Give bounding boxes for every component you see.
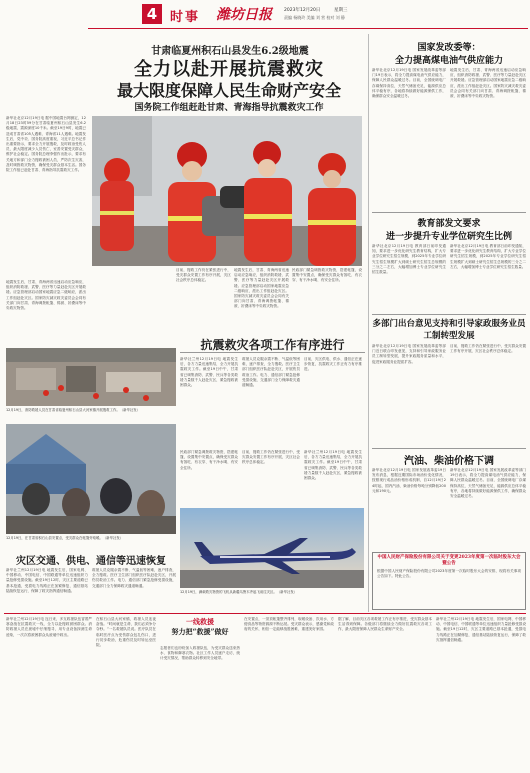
editors-line: 责编 杨晓玲 美编 刘 营 校对 刘 静 [284,15,345,20]
rescuers-illustration [92,116,362,266]
lead-body-column-1b: 地震发生后，甘肃、青海两省迅速启动应急响应，组织消防救援、武警、医疗等力量赶赴灾区开展救援。应急管理部启动国家地震应急二级响应，派出工作组赶赴灾区。国家防灾减灾救灾委员会会同有关部门向甘肃、青海调拨帐篷、棉被、折叠床等中央救灾物资。 [6,280,86,311]
relief-body-col-2b: 目前，搜救工作仍在紧张进行中，受灾群众安置工作有序开展，灾区社会秩序总体稳定。 [242,450,300,465]
sidebar-item3-body-col-1: 新华社北京12月19日电 国家发展改革委等部门近日联合印发意见，支持和引导家政服务业员工制转型发展，提升家政服务质量和水平，促进家政服务业提质扩容。 [372,344,446,364]
masthead [0,0,530,32]
bottom-col-4: 在安置点，一顶顶帐篷整齐排列，取暖设备、饮用水、方便食品等物资源源不断运抵。受灾群众表示，感谢党和政府的关怀，相信一定能够战胜困难，重建美好家园。 [244,617,334,632]
lead-kicker: 甘肃临夏州积石山县发生6.2级地震 [151,46,309,57]
aircraft-photo [180,508,364,588]
lead-title-line2: 最大限度保障人民生命财产安全 [116,81,341,100]
sidebar-item1-title: 全力提高煤电油气供应能力 [394,56,503,66]
bottom-title-line2: 努力把“救援”做好 [171,627,229,636]
shelter-illustration [6,424,176,534]
column-divider-right [368,34,369,612]
sidebar-rule-1 [372,212,526,213]
sidebar-item1-body-col-1: 新华社北京12月19日电 国家发展改革委等部门19日表示，将全力提高煤电油气供应能力，保障人民群众温暖过冬。目前，全国统调电厂存煤保持高位，天然气储备充足，能源供应总体平稳有序，各地将持续做好能源保供工作，确保群众安全温暖过冬。 [372,68,446,99]
section-name: 时事 [170,10,201,25]
sidebar-item4-body-col-2: 新华社北京12月19日电 国家发展改革委等部门19日表示，将全力提高煤电油气供应能力，保障人民群众温暖过冬。目前，全国统调电厂存煤保持高位，天然气储备充足，能源供应总体平稳有序，各地将持续做好能源保供工作，确保群众安全温暖过冬。 [450,468,526,499]
sidebar-item2-body-col-2: 新华社北京12月19日电 教育部日前印发通知，要求进一步优化研究生教育结构，扩大专业学位研究生招生规模，到2025年专业学位研究生招生规模扩大到硕士研究生招生总规模的三分之二左右，大幅增加博士专业学位研究生招生数量。 [450,244,526,269]
bottom-col-6: 新华社兰州12月19日电 地震发生后，国家电网、中国移动、中国电信、中国联通等单位迅速组织力量抢修受损设施。截至19日12时，灾区主要道路已基本抢通，受损电力线路正在加紧修复，通信基站陆续恢复运行，保障了救灾指挥通信畅通。 [436,617,526,642]
relief-title: 抗震救灾各项工作有序进行 [200,338,345,352]
issue-weekday: 星期三 [334,8,348,13]
sidebar-item1-body-col-2: 地震发生后，甘肃、青海两省迅速启动应急响应，组织消防救援、武警、医疗等力量赶赴灾区开展救援。应急管理部启动国家地震应急二级响应，派出工作组赶赴灾区。国家防灾减灾救灾委员会会同有关部门向甘肃、青海调拨帐篷、棉被、折叠床等中央救灾物资。 [450,68,526,99]
sidebar-item3-body-col-2: 目前，搜救工作仍在紧张进行中，受灾群众安置工作有序开展，灾区社会秩序总体稳定。 [450,344,526,354]
relief-body-col-1b: 民政部门紧急调拨救灾物资，搭建帐篷，设置集中安置点，确保受灾群众有饭吃、有衣穿、有干净水喝、有安全住所。 [180,450,238,470]
sidebar-item2-kicker: 教育部发文要求 [417,219,481,229]
issue-date: 2023年12月20日 [284,8,321,13]
bottom-title-line1: 一线救援 [186,617,214,626]
relief-body-col-3: 目前，灾区供电、供水、通信正在逐步恢复，抗震救灾工作正有力有序推进。 [304,357,362,372]
shelter-caption: 12月19日，在甘肃省积石山县安置点，受灾群众在帐篷旁取暖。（新华社发） [6,536,124,540]
masthead-rule [88,28,528,29]
restore-body-col-2: 救援人员克服余震不断、气温低等困难，逐户排查，全力搜救。医疗卫生部门组织医疗队赶赴灾区，开展伤员救治工作。电力、通信部门紧急抢修受损设施，交通部门全力保障救灾通道畅通。 [92,568,176,588]
rescue-site-caption: 12月19日，消防救援人员在甘肃省临夏州积石山县大河家镇开展搜救工作。（新华社发） [6,408,141,412]
bottom-headline-box [160,617,240,643]
restore-title: 灾区交通、供电、通信等迅速恢复 [16,556,166,567]
aircraft-illustration [180,508,364,588]
bottom-band-rule [4,613,526,614]
lead-body-column-bottom-1: 目前，搜救工作仍在紧张进行中，受灾群众安置工作有序开展，灾区社会秩序总体稳定。 [176,268,231,283]
rescuers-photo [92,116,362,266]
rescue-site-photo [6,348,176,406]
aircraft-caption: 12月19日，满载救灾物资的飞机从新疆乌鲁木齐起飞前往灾区。（新华社发） [180,590,298,594]
lead-title-line1: 全力以赴开展抗震救灾 [134,59,324,80]
shelter-photo [6,424,176,534]
sidebar-item2-body-col-1: 新华社北京12月19日电 教育部日前印发通知，要求进一步优化研究生教育结构，扩大专业学位研究生招生规模，到2025年专业学位研究生招生规模扩大到硕士研究生招生总规模的三分之二左右，大幅增加博士专业学位研究生招生数量。 [372,244,446,275]
sidebar-rule-2 [372,314,526,315]
sidebar-item4-body-col-1: 新华社北京12月19日电 国家发展改革委19日发布消息，根据近期国际市场油价变化情况，按照现行成品油价格形成机制，自12月19日24时起，国内汽油、柴油价格每吨分别降低200元和190元。 [372,468,446,493]
sidebar-item3-title: 多部门出台意见支持和引导家政服务业员工制转型发展 [372,319,526,341]
notice-body: 根据中国人民财产保险股份有限公司2023年度第一次临时股东大会的安排，现将有关事项公告如下。特此公告。 [377,569,521,579]
relief-body-col-2: 救援人员克服余震不断、气温低等困难，逐户排查，全力搜救。医疗卫生部门组织医疗队赶赴灾区，开展伤员救治工作。电力、通信部门紧急抢修受损设施，交通部门全力保障救灾通道畅通。 [242,357,300,388]
lead-subtitle: 国务院工作组赶赴甘肃、青海指导抗震救灾工作 [134,103,324,113]
sidebar-item1-kicker: 国家发改委等： [417,43,481,53]
rescue-site-illustration [6,348,176,406]
bottom-col-1: 新华社兰州12月19日电 连日来，多支救援队伍冒着严寒奋战在抗震救灾一线，全力以赴搜救被困群众。消防救援人员在废墟中仔细搜寻，用专业设备探测生命迹象，一次次将被困群众从废墟中救出。 [6,617,92,637]
lead-body-column-bottom-2: 地震发生后，甘肃、青海两省迅速启动应急响应，组织消防救援、武警、医疗等力量赶赴灾区开展救援。应急管理部启动国家地震应急二级响应，派出工作组赶赴灾区。国家防灾减灾救灾委员会会同有关部门向甘肃、青海调拨帐篷、棉被、折叠床等中央救灾物资。 [234,268,289,309]
sidebar-item2-title: 进一步提升专业学位研究生比例 [385,232,512,242]
restore-body-col-1: 新华社兰州12月19日电 地震发生后，国家电网、中国移动、中国电信、中国联通等单位迅速组织力量抢修受损设施。截至19日12时，灾区主要道路已基本抢通，受损电力线路正在加紧修复，通信基站陆续恢复运行，保障了救灾指挥通信畅通。 [6,568,88,593]
sidebar-item4-title: 汽油、柴油价格下调 [404,456,494,467]
notice-box [372,552,526,610]
bottom-col-2: 在积石山县大河家镇，救援人员连夜奋战。“时间就是生命，我们必须争分夺秒。”一名救援队员说。医疗队员在临时医疗点为受伤群众包扎伤口，进行初步救治，危重伤员及时转运至医院。 [96,617,156,648]
notice-title: 中国人民财产保险股份有限公司关于变更2023年度第一次临时股东大会暨公告 [377,555,521,566]
page-number-badge [142,4,162,24]
relief-title-rule [180,352,365,353]
bottom-col-5: 据了解，目前灾区各项救援工作正有序推进，受灾群众基本生活得到保障。各级部门将继续全力做好抗震救灾各项工作，最大限度保障人民群众生命财产安全。 [338,617,432,632]
lead-body-column-1: 新华社北京12月19日电 据中国地震台网测定，12月18日23时59分在甘肃临夏州积石山县发生6.2级地震，震源深度10千米。截至19日9时，地震已造成甘肃省105人遇难、青海省11人遇难。地震发生后，党中央、国务院高度重视，习近平总书记作出重要指示，要求全力开展搜救，及时救治受伤人员，最大限度减少人员伤亡，妥善安置受灾群众，维护社会稳定。国务院总理李强作出批示，要求有关地方和部门全力搜救被困人员，严防次生灾害，及时调拨救灾物资，确保受灾群众基本生活。国务院工作组已赶赴甘肃、青海指导抗震救灾工作。 [6,116,86,173]
lead-body-column-bottom-3: 民政部门紧急调拨救灾物资，搭建帐篷，设置集中安置点，确保受灾群众有饭吃、有衣穿、有干净水喝、有安全住所。 [292,268,362,283]
sidebar-rule-3 [372,448,526,449]
relief-body-col-3b: 新华社兰州12月19日电 地震发生后，各方力量迅速集结，全力开展抗震救灾工作。截至19日中午，甘肃省已调集消防、武警、民兵等各类救援力量数千人赶赴灾区，紧急搜救被困群众。 [304,450,362,481]
bottom-col-3: 志愿者们也纷纷加入救援队伍，为受灾群众送来热水、食物和御寒衣物。社区工作人员逐户走访，统计受灾情况，帮助群众转移到安全地带。 [160,646,240,661]
page-number: 4 [146,5,158,23]
relief-body-col-1: 新华社兰州12月19日电 地震发生后，各方力量迅速集结，全力开展抗震救灾工作。截至19日中午，甘肃省已调集消防、武警、民兵等各类救援力量数千人赶赴灾区，紧急搜救被困群众。 [180,357,238,388]
paper-logo: 潍坊日报 [216,7,272,23]
